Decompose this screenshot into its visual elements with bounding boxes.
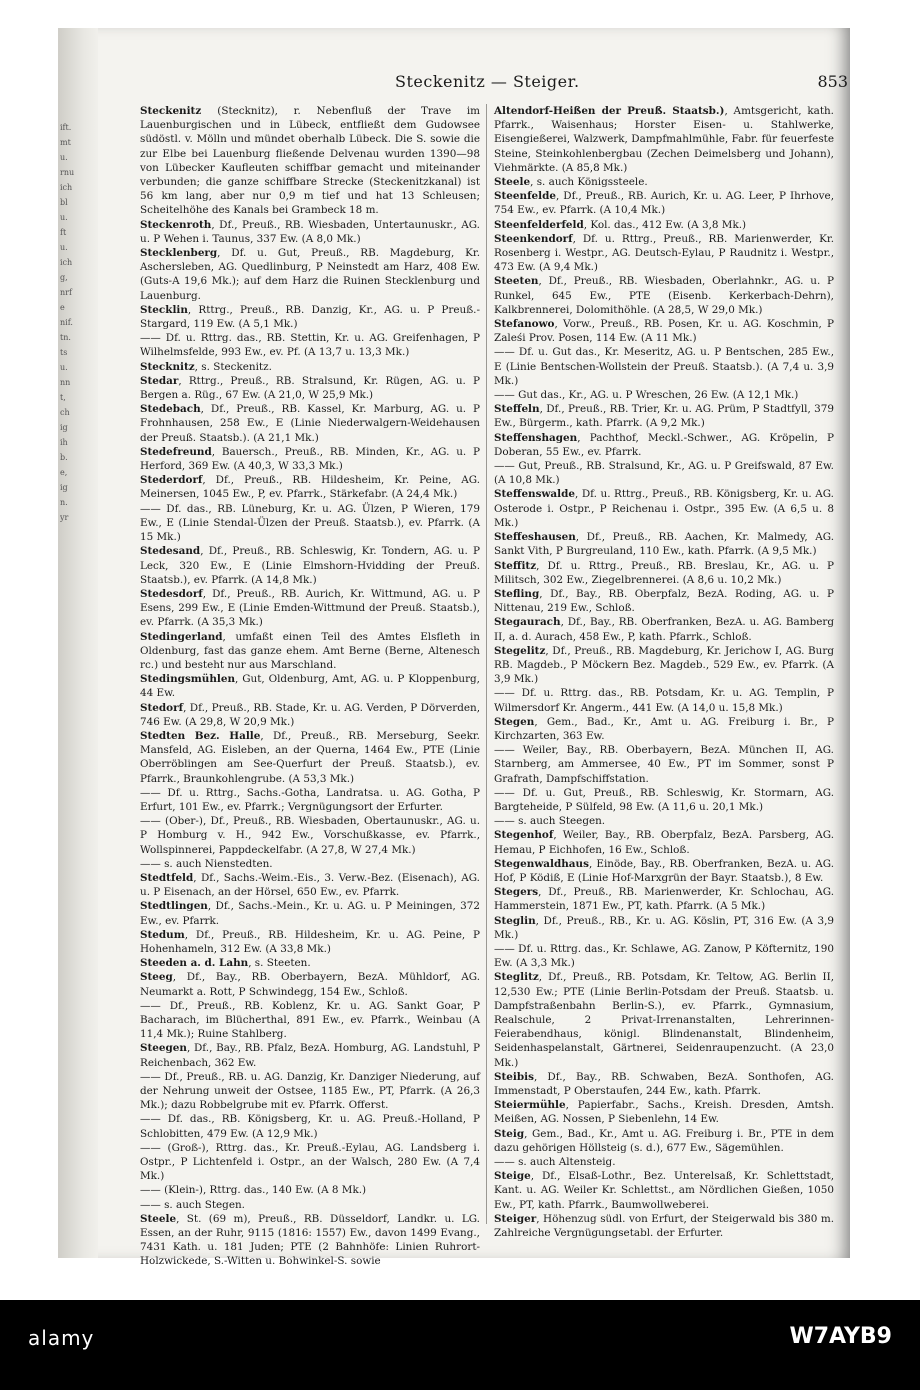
dictionary-entry: Steibis, Df., Bay., RB. Schwaben, BezA. Sonthofen, AG. Immenstadt, P Oberstaufen, 244 Ew., kath. Pfarrk. xyxy=(494,1070,834,1098)
dictionary-entry: Steffitz, Df. u. Rttrg., Preuß., RB. Breslau, Kr., AG. u. P Militsch, 302 Ew., Ziegelbrennerei. (A 8,6 u. 10,2 Mk.) xyxy=(494,559,834,586)
dictionary-entry: —— s. auch Steegen. xyxy=(494,815,606,828)
dictionary-entry: —— (Klein-), Rttrg. das., 140 Ew. (A 8 Mk.) xyxy=(140,1184,367,1197)
facing-page-edge xyxy=(60,120,90,1240)
dictionary-entry: Stedtfeld, Df., Sachs.-Weim.-Eis., 3. Verw.-Bez. (Eisenach), AG. u. P Eisenach, an der Hörsel, 650 Ew., ev. Pfarrk. xyxy=(140,871,480,899)
dictionary-entry: —— s. auch Nienstedten. xyxy=(140,857,273,870)
facing-page-fragment: e, xyxy=(60,468,68,477)
dictionary-entry: —— Gut das., Kr., AG. u. P Wreschen, 26 Ew. (A 12,1 Mk.) xyxy=(494,389,799,402)
dictionary-entry: Steele, s. auch Königssteele. xyxy=(494,176,648,189)
dictionary-entry: Steige, Df., Elsaß-Lothr., Bez. Unterelsaß, Kr. Schlettstadt, Kant. u. AG. Weiler Kr. Schlettst., am Nördlichen Gießen, 1050 Ew., PT, kath. Pfarrk., Baumwollweberei. xyxy=(494,1170,834,1211)
dictionary-entry: —— s. auch Altensteig. xyxy=(494,1156,616,1169)
column-divider xyxy=(486,104,487,1224)
facing-page-fragment: n. xyxy=(60,498,68,507)
dictionary-entry: —— (Groß-), Rttrg. das., Kr. Preuß.-Eylau, AG. Landsberg i. Ostpr., P Lichtenfeld i. Ostpr., an der Walsch, 280 Ew. (A 7,4 Mk.) xyxy=(140,1141,480,1183)
dictionary-entry: Stecklenberg, Df. u. Gut, Preuß., RB. Magdeburg, Kr. Aschersleben, AG. Quedlinburg, P Neinstedt am Harz, 408 Ew. (Guts-A 19,6 Mk.); auf dem Harz die Ruinen Stecklenburg und Lauenburg. xyxy=(140,247,480,302)
facing-page-fragment: tn. xyxy=(60,333,71,342)
dictionary-entry: —— s. auch Stegen. xyxy=(140,1198,245,1211)
dictionary-entry: Steiger, Höhenzug südl. von Erfurt, der Steigerwald bis 380 m. Zahlreiche Vergnügungsetabl. der Erfurter. xyxy=(494,1212,834,1240)
dictionary-entry: Steckenitz (Stecknitz), r. Nebenfluß der Trave im Lauenburgischen und in Lübeck, entfließt dem Gudowsee südöstl. v. Mölln und mündet oberhalb Lübeck. Die S. sowie die zur Elbe bei Lauenburg fließende Delvenau wurden 1390—98 von Lübecker Kaufleuten schiffbar gemacht und miteinander verbunden; die ganze schiffbare Strecke (Steckenitzkanal) ist 56 km lang, aber nur 0,9 m tief und hat 13 Schleusen; Scheitelhöhe des Kanals bei Grambeck 18 m. xyxy=(140,105,480,217)
dictionary-entry: Altendorf-Heißen der Preuß. Staatsb.), Amtsgericht, kath. Pfarrk., Waisenhaus; Horster Eisen- u. Stahlwerke, Eisengießerei, Walzwerk, Dampfmahlmühle, Fabr. für feuerfeste Steine, Steinkohlenbergbau (Zechen Deimelsberg und Johann), Viehmärkte. (A 85,8 Mk.) xyxy=(494,105,834,174)
facing-page-fragment: t, xyxy=(60,393,66,402)
facing-page-fragment: nif. xyxy=(60,318,73,327)
facing-page-fragment: nn xyxy=(60,378,71,387)
dictionary-entry: Stedesdorf, Df., Preuß., RB. Aurich, Kr. Wittmund, AG. u. P Esens, 299 Ew., E (Linie Emden-Wittmund der Preuß. Staatsb.), ev. Pfarrk. (A 35,3 Mk.) xyxy=(140,587,480,629)
dictionary-entry: —— (Ober-), Df., Preuß., RB. Wiesbaden, Obertaunuskr., AG. u. P Homburg v. H., 942 Ew., Vorschußkasse, ev. Pfarrk., Wollspinnerei, Pappdeckelfabr. (A 27,8, W 27,4 Mk.) xyxy=(140,815,480,856)
facing-page-fragment: rnu xyxy=(60,168,75,177)
dictionary-entry: Stedum, Df., Preuß., RB. Hildesheim, Kr. u. AG. Peine, P Hohenhameln, 312 Ew. (A 33,8 Mk.) xyxy=(140,928,480,955)
dictionary-entry: —— Df. u. Rttrg. das., RB. Stettin, Kr. u. AG. Greifenhagen, P Wilhelmsfelde, 993 Ew., ev. Pf. (A 13,7 u. 13,3 Mk.) xyxy=(140,332,480,359)
dictionary-entry: Stedar, Rttrg., Preuß., RB. Stralsund, Kr. Rügen, AG. u. P Bergen a. Rüg., 67 Ew. (A 21,0, W 25,9 Mk.) xyxy=(140,374,480,402)
facing-page-fragment: ft xyxy=(60,228,67,237)
dictionary-entry: —— Df., Preuß., RB. Koblenz, Kr. u. AG. Sankt Goar, P Bacharach, im Blücherthal, 891 Ew., ev. Pfarrk., Weinbau (A 11,4 Mk.); Ruine Stahlberg. xyxy=(140,999,480,1041)
dictionary-entry: Steig, Gem., Bad., Kr., Amt u. AG. Freiburg i. Br., PTE in dem dazu gehörigen Höllsteig (s. d.), 677 Ew., Sägemühlen. xyxy=(494,1127,834,1154)
dictionary-entry: Steeten, Df., Preuß., RB. Wiesbaden, Oberlahnkr., AG. u. P Runkel, 645 Ew., PTE (Eisenb. Kerkerbach-Dehrn), Kalkbrennerei, Dolomithöhle. (A 28,5, W 29,0 Mk.) xyxy=(494,275,834,316)
dictionary-entry: —— Df. u. Gut das., Kr. Meseritz, AG. u. P Bentschen, 285 Ew., E (Linie Bentschen-Wollstein der Preuß. Staatsb.). (A 7,4 u. 3,9 Mk.) xyxy=(494,346,834,387)
dictionary-entry: —— Df. das., RB. Lüneburg, Kr. u. AG. Ülzen, P Wieren, 179 Ew., E (Linie Stendal-Ülzen der Preuß. Staatsb.), ev. Pfarrk. (A 15 Mk.) xyxy=(140,502,480,544)
dictionary-entry: Steffeln, Df., Preuß., RB. Trier, Kr. u. AG. Prüm, P Stadtfyll, 379 Ew., Bürgerm., kath. Pfarrk. (A 9,2 Mk.) xyxy=(494,403,834,430)
dictionary-entry: —— Df. das., RB. Königsberg, Kr. u. AG. Preuß.-Holland, P Schlobitten, 479 Ew. (A 12,9 Mk.) xyxy=(140,1113,480,1140)
left-column xyxy=(140,104,480,1269)
dictionary-entry: Stecklin, Rttrg., Preuß., RB. Danzig, Kr., AG. u. P Preuß.-Stargard, 119 Ew. (A 5,1 Mk.) xyxy=(140,303,480,331)
dictionary-entry: Stedesand, Df., Preuß., RB. Schleswig, Kr. Tondern, AG. u. P Leck, 320 Ew., E (Linie Elmshorn-Hvidding der Preuß. Staatsb.), ev. Pfarrk. (A 14,8 Mk.) xyxy=(140,545,480,586)
dictionary-entry: Stedefreund, Bauersch., Preuß., RB. Minden, Kr., AG. u. P Herford, 369 Ew. (A 40,3, W 33,3 Mk.) xyxy=(140,445,480,473)
facing-page-fragment: ift. xyxy=(60,123,72,132)
facing-page-fragment: ch xyxy=(60,408,70,417)
dictionary-entry: Steglitz, Df., Preuß., RB. Potsdam, Kr. Teltow, AG. Berlin II, 12,530 Ew.; PTE (Linie Berlin-Potsdam der Preuß. Staatsb. u. Dampfstraßenbahn Berlin-S.), ev. Pfarrk., Gymnasium, Realschule, 2 Privat-Irrenanstalten, Lehrerinnen-Feierabendhaus, königl. Blindenanstalt, Blindenheim, Seidenhaspelanstalt, Gärtnerei, Seidenraupenzucht. (A 23,0 Mk.) xyxy=(494,971,834,1069)
facing-page-fragment: yr xyxy=(60,513,69,522)
dictionary-entry: Steeden a. d. Lahn, s. Steeten. xyxy=(140,957,311,970)
dictionary-entry: Stegaurach, Df., Bay., RB. Oberfranken, BezA. u. AG. Bamberg II, a. d. Aurach, 458 Ew., P, kath. Pfarrk., Schloß. xyxy=(494,616,834,643)
dictionary-entry: Steenkendorf, Df. u. Rttrg., Preuß., RB. Marienwerder, Kr. Rosenberg i. Westpr., AG. Deutsch-Eylau, P Raudnitz i. Westpr., 473 Ew. (A 9,4 Mk.) xyxy=(494,232,834,274)
dictionary-entry: Steele, St. (69 m), Preuß., RB. Düsseldorf, Landkr. u. LG. Essen, an der Ruhr, 9115 (1816: 1557) Ew., davon 1499 Evang., 7431 Kath. u. 181 Juden; PTE (2 Bahnhöfe: Linien Ruhrort-Holzwickede, S.-Witten u. Bohwinkel-S. sowie xyxy=(140,1212,480,1268)
dictionary-entry: Stedingsmühlen, Gut, Oldenburg, Amt, AG. u. P Kloppenburg, 44 Ew. xyxy=(140,673,480,700)
dictionary-entry: Stegelitz, Df., Preuß., RB. Magdeburg, Kr. Jerichow I, AG. Burg RB. Magdeb., P Möckern Bez. Magdeb., 529 Ew., ev. Pfarrk. (A 3,9 Mk.) xyxy=(494,644,834,686)
stock-logo: alamy xyxy=(28,1326,95,1350)
dictionary-entry: Stefanowo, Vorw., Preuß., RB. Posen, Kr. u. AG. Koschmin, P Zaleśi Prov. Posen, 114 Ew. (A 11 Mk.) xyxy=(494,318,834,345)
stock-image-id: W7AYB9 xyxy=(789,1324,892,1349)
facing-page-fragment: u. xyxy=(60,153,68,162)
facing-page-fragment: ih xyxy=(60,438,68,447)
facing-page-fragment: ig xyxy=(60,423,68,432)
dictionary-entry: Steenfelde, Df., Preuß., RB. Aurich, Kr. u. AG. Leer, P Ihrhove, 754 Ew., ev. Pfarrk. (A 10,4 Mk.) xyxy=(494,190,834,217)
dictionary-entry: Stedebach, Df., Preuß., RB. Kassel, Kr. Marburg, AG. u. P Frohnhausen, 258 Ew., E (Linie Niederwalgern-Weidehausen der Preuß. Staatsb.). (A 21,1 Mk.) xyxy=(140,403,480,444)
dictionary-entry: Stecknitz, s. Steckenitz. xyxy=(140,360,272,373)
facing-page-fragment: ig xyxy=(60,483,68,492)
dictionary-entry: Stedten Bez. Halle, Df., Preuß., RB. Merseburg, Seekr. Mansfeld, AG. Eisleben, an der Querna, 1464 Ew., PTE (Linie Oberröblingen am See-Querfurt der Preuß. Staatsb.), ev. Pfarrk., Braunkohlengrube. (A 53,3 Mk.) xyxy=(140,729,480,785)
dictionary-entry: Stedtlingen, Df., Sachs.-Mein., Kr. u. AG. u. P Meiningen, 372 Ew., ev. Pfarrk. xyxy=(140,900,480,927)
dictionary-entry: Steckenroth, Df., Preuß., RB. Wiesbaden, Untertaunuskr., AG. u. P Wehen i. Taunus, 337 Ew. (A 8,0 Mk.) xyxy=(140,218,480,245)
dictionary-entry: —— Weiler, Bay., RB. Oberbayern, BezA. München II, AG. Starnberg, am Ammersee, 40 Ew., PT im Sommer, sonst P Grafrath, Dampfschiffstation. xyxy=(494,744,834,785)
facing-page-fragment: u. xyxy=(60,363,68,372)
facing-page-fragment: u. xyxy=(60,213,68,222)
dictionary-entry: —— Df. u. Gut, Preuß., RB. Schleswig, Kr. Stormarn, AG. Bargteheide, P Sülfeld, 98 Ew. (A 11,6 u. 20,1 Mk.) xyxy=(494,786,834,813)
facing-page-fragment: bl xyxy=(60,198,68,207)
dictionary-entry: Steglin, Df., Preuß., RB., Kr. u. AG. Köslin, PT, 316 Ew. (A 3,9 Mk.) xyxy=(494,914,834,941)
dictionary-entry: Stedorf, Df., Preuß., RB. Stade, Kr. u. AG. Verden, P Dörverden, 746 Ew. (A 29,8, W 20,9 Mk.) xyxy=(140,701,480,728)
stock-watermark-band xyxy=(0,1300,920,1390)
dictionary-entry: Stegenhof, Weiler, Bay., RB. Oberpfalz, BezA. Parsberg, AG. Hemau, P Eichhofen, 16 Ew., Schloß. xyxy=(494,829,834,856)
dictionary-entry: Steeg, Df., Bay., RB. Oberbayern, BezA. Mühldorf, AG. Neumarkt a. Rott, P Schwindegg, 154 Ew., Schloß. xyxy=(140,971,480,998)
dictionary-entry: Stegenwaldhaus, Einöde, Bay., RB. Oberfranken, BezA. u. AG. Hof, P Ködiß, E (Linie Hof-Marxgrün der Bayr. Staatsb.), 8 Ew. xyxy=(494,857,834,884)
facing-page-fragment: b. xyxy=(60,453,68,462)
dictionary-entry: Steiermühle, Papierfabr., Sachs., Kreish. Dresden, Amtsh. Meißen, AG. Nossen, P Siebenlehn, 14 Ew. xyxy=(494,1099,834,1126)
facing-page-fragment: ich xyxy=(60,183,73,192)
right-column xyxy=(494,104,834,1240)
dictionary-entry: —— Df. u. Rttrg. das., Kr. Schlawe, AG. Zanow, P Köfternitz, 190 Ew. (A 3,3 Mk.) xyxy=(494,942,834,970)
facing-page-fragment: mt xyxy=(60,138,71,147)
dictionary-entry: —— Df. u. Rttrg., Sachs.-Gotha, Landratsa. u. AG. Gotha, P Erfurt, 101 Ew., ev. Pfarrk.; Vergnügungsort der Erfurter. xyxy=(140,786,480,813)
page-header xyxy=(140,72,860,98)
dictionary-entry: Steegen, Df., Bay., RB. Pfalz, BezA. Homburg, AG. Landstuhl, P Reichenbach, 362 Ew. xyxy=(140,1042,480,1069)
facing-page-fragment: u. xyxy=(60,243,68,252)
facing-page-fragment: e xyxy=(60,303,65,312)
dictionary-entry: Stegen, Gem., Bad., Kr., Amt u. AG. Freiburg i. Br., P Kirchzarten, 363 Ew. xyxy=(494,715,834,742)
dictionary-entry: Stefling, Df., Bay., RB. Oberpfalz, BezA. Roding, AG. u. P Nittenau, 219 Ew., Schloß. xyxy=(494,587,834,615)
facing-page-fragment: nrf xyxy=(60,288,72,297)
running-head: Steckenitz — Steiger. xyxy=(395,72,580,91)
dictionary-entry: Steffenswalde, Df. u. Rttrg., Preuß., RB. Königsberg, Kr. u. AG. Osterode i. Ostpr., P Reichenau i. Ostpr., 395 Ew. (A 6,5 u. 8 Mk.) xyxy=(494,488,834,529)
dictionary-entry: Stegers, Df., Preuß., RB. Marienwerder, Kr. Schlochau, AG. Hammerstein, 1871 Ew., PT, kath. Pfarrk. (A 5 Mk.) xyxy=(494,886,834,913)
facing-page-fragment: g, xyxy=(60,273,68,282)
dictionary-entry: —— Df., Preuß., RB. u. AG. Danzig, Kr. Danziger Niederung, auf der Nehrung unweit der Ostsee, 1185 Ew., PT, Pfarrk. (A 26,3 Mk.); dazu Robbelgrube mit ev. Pfarrk. Offerst. xyxy=(140,1070,480,1112)
dictionary-entry: —— Gut, Preuß., RB. Stralsund, Kr., AG. u. P Greifswald, 87 Ew. (A 10,8 Mk.) xyxy=(494,460,834,487)
page-number: 853 xyxy=(817,72,848,91)
dictionary-entry: —— Df. u. Rttrg. das., RB. Potsdam, Kr. u. AG. Templin, P Wilmersdorf Kr. Angerm., 441 Ew. (A 14,0 u. 15,8 Mk.) xyxy=(494,687,834,714)
dictionary-entry: Steenfelderfeld, Kol. das., 412 Ew. (A 3,8 Mk.) xyxy=(494,218,747,231)
dictionary-entry: Steffeshausen, Df., Preuß., RB. Aachen, Kr. Malmedy, AG. Sankt Vith, P Burgreuland, 110 Ew., kath. Pfarrk. (A 9,5 Mk.) xyxy=(494,531,834,558)
facing-page-fragment: ts xyxy=(60,348,68,357)
dictionary-entry: Stedingerland, umfaßt einen Teil des Amtes Elsfleth in Oldenburg, fast das ganze ehem. Amt Berne (Berne, Altenesch rc.) und besteht nur aus Marschland. xyxy=(140,630,480,671)
dictionary-entry: Stederdorf, Df., Preuß., RB. Hildesheim, Kr. Peine, AG. Meinersen, 1045 Ew., P, ev. Pfarrk., Stärkefabr. (A 24,4 Mk.) xyxy=(140,474,480,501)
facing-page-fragment: ich xyxy=(60,258,73,267)
dictionary-entry: Steffenshagen, Pachthof, Meckl.-Schwer., AG. Kröpelin, P Doberan, 55 Ew., ev. Pfarrk. xyxy=(494,431,834,458)
